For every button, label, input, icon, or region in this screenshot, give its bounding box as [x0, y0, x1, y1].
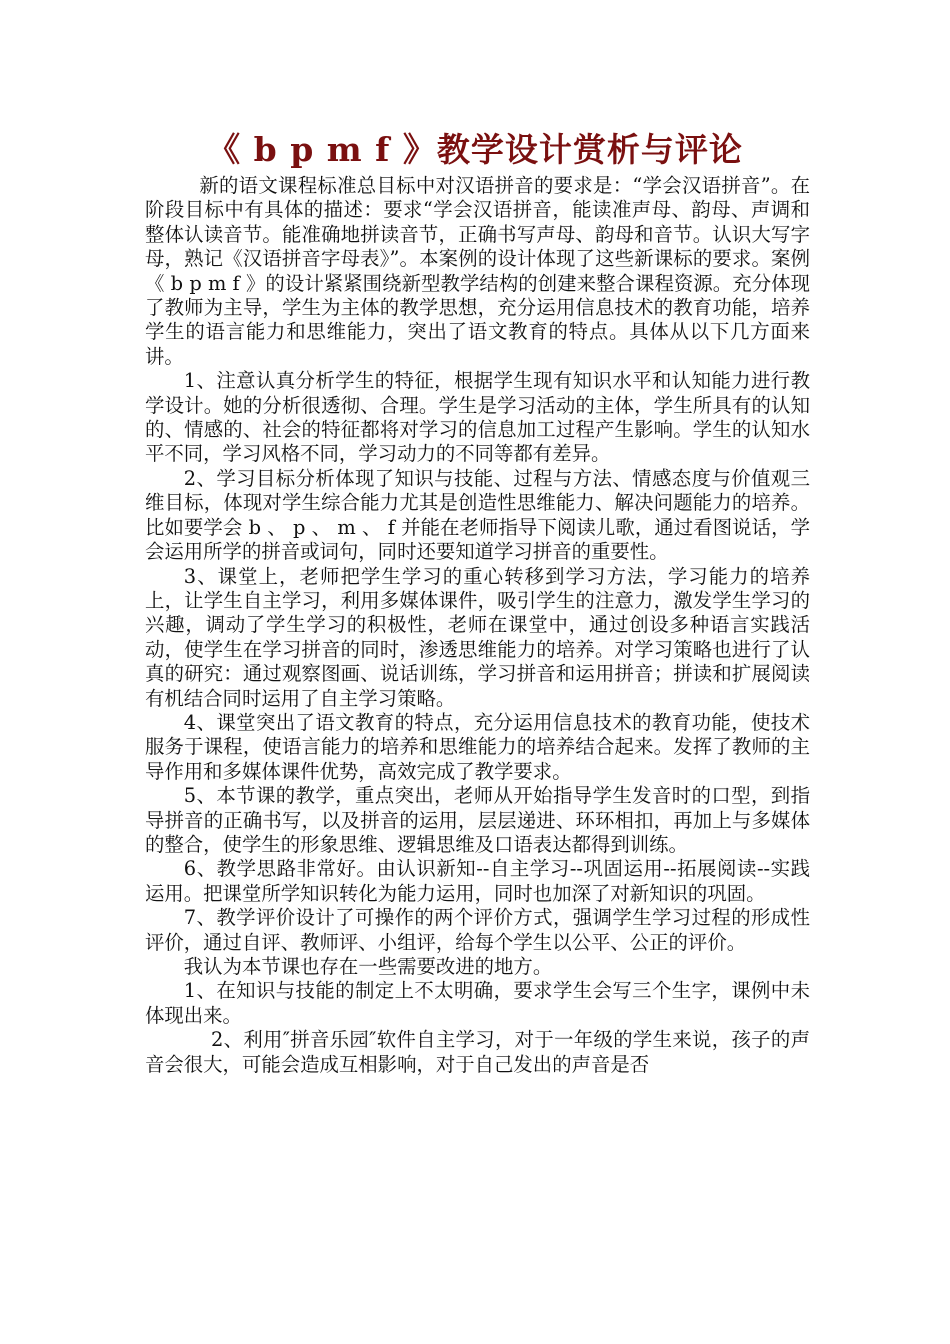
paragraph-point-4: 4、课堂突出了语文教育的特点，充分运用信息技术的教育功能，使技术服务于课程，使语言能力的培养和思维能力的培养结合起来。发挥了教师的主导作用和多媒体课件优势，高效完成了教学要求。 [145, 710, 810, 783]
paragraph-improvement-intro: 我认为本节课也存在一些需要改进的地方。 [183, 955, 553, 978]
paragraph-point-3: 3、课堂上，老师把学生学习的重心转移到学习方法，学习能力的培养上，让学生自主学习，利用多媒体课件，吸引学生的注意力，激发学生学习的兴趣，调动了学生学习的积极性，老师在课堂中，通过创设多种语言实践活动，使学生在学习拼音的同时，渗透思维能力的培养。对学习策略也进行了认真的研究：通过观察图画、说话训练，学习拼音和运用拼音；拼读和扩展阅读有机结合同时运用了自主学习策略。 [145, 564, 810, 710]
document-title: 《 b p m f 》教学设计赏析与评论 [207, 130, 743, 169]
paragraph-point-7: 7、教学评价设计了可操作的两个评价方式，强调学生学习过程的形成性评价，通过自评、教师评、小组评，给每个学生以公平、公正的评价。 [145, 906, 810, 954]
paragraph-improvement-1: 1、在知识与技能的制定上不太明确，要求学生会写三个生字，课例中未体现出来。 [145, 979, 810, 1027]
paragraph-point-5: 5、本节课的教学，重点突出，老师从开始指导学生发音时的口型，到指导拼音的正确书写，以及拼音的运用，层层递进、环环相扣，再加上与多媒体的整合，使学生的形象思维、逻辑思维及口语表达都得到训练。 [145, 784, 810, 856]
paragraph-point-2: 2、学习目标分析体现了知识与技能、过程与方法、情感态度与价值观三维目标，体现对学生综合能力尤其是创造性思维能力、解决问题能力的培养。比如要学会 b 、 p 、 m 、 f 并能在老师指导下阅读儿歌，通过看图说话，学会运用所学的拼音或词句，同时还要知道学习拼音的重要性。 [145, 466, 810, 564]
paragraph-improvement-2: 2、利用″拼音乐园″软件自主学习，对于一年级的学生来说，孩子的声音会很大，可能会造成互相影响，对于自己发出的声音是否 [145, 1028, 810, 1076]
paragraph-point-1: 1、注意认真分析学生的特征，根据学生现有知识水平和认知能力进行教学设计。她的分析很透彻、合理。学生是学习活动的主体，学生所具有的认知的、情感的、社会的特征都将对学习的信息加工过程产生影响。学生的认知水平不同，学习风格不同，学习动力的不同等都有差异。 [145, 369, 810, 466]
paragraph-intro: 新的语文课程标准总目标中对汉语拼音的要求是：“学会汉语拼音”。在阶段目标中有具体的描述：要求“学会汉语拼音，能读准声母、韵母、声调和整体认读音节。能准确地拼读音节，正确书写声母、韵母和音节。认识大写字母，熟记《汉语拼音字母表》”。本案例的设计体现了这些新课标的要求。案例《 b p m f 》的设计紧紧围绕新型教学结构的创建来整合课程资源。充分体现了教师为主导，学生为主体的教学思想，充分运用信息技术的教育功能，培养学生的语言能力和思维能力，突出了语文教育的特点。具体从以下几方面来讲。 [145, 174, 810, 368]
paragraph-point-6: 6、教学思路非常好。由认识新知--自主学习--巩固运用--拓展阅读--实践运用。把课堂所学知识转化为能力运用，同时也加深了对新知识的巩固。 [145, 857, 810, 905]
document-body [145, 174, 810, 1077]
